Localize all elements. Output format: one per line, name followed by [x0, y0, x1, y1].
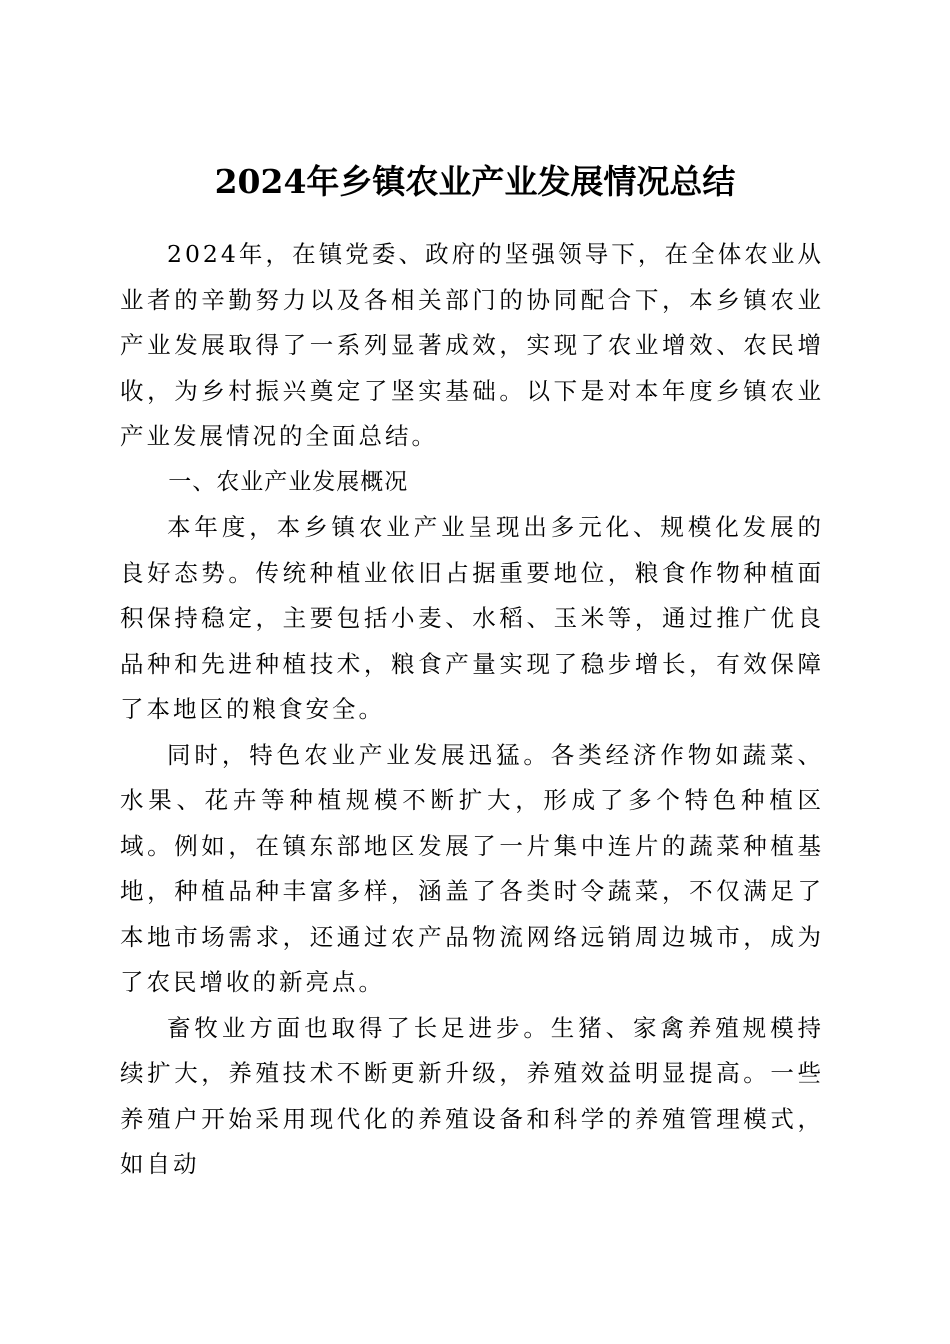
paragraph-specialty-agriculture: 同时，特色农业产业发展迅猛。各类经济作物如蔬菜、水果、花卉等种植规模不断扩大，形成了多个特色种植区域。例如，在镇东部地区发展了一片集中连片的蔬菜种植基地，种植品种丰富多样，涵盖了各类时令蔬菜，不仅满足了本地市场需求，还通过农产品物流网络远销周边城市，成为了农民增收的新亮点。 [120, 740, 824, 996]
paragraph-overview: 本年度，本乡镇农业产业呈现出多元化、规模化发展的良好态势。传统种植业依旧占据重要地位，粮食作物种植面积保持稳定，主要包括小麦、水稻、玉米等，通过推广优良品种和先进种植技术，粮食产量实现了稳步增长，有效保障了本地区的粮食安全。 [120, 513, 824, 723]
section-heading: 一、农业产业发展概况 [168, 468, 409, 495]
paragraph-livestock: 畜牧业方面也取得了长足进步。生猪、家禽养殖规模持续扩大，养殖技术不断更新升级，养殖效益明显提高。一些养殖户开始采用现代化的养殖设备和科学的养殖管理模式，如自动 [120, 1013, 824, 1178]
intro-paragraph: 2024年，在镇党委、政府的坚强领导下，在全体农业从业者的辛勤努力以及各相关部门的协同配合下，本乡镇农业产业发展取得了一系列显著成效，实现了农业增效、农民增收，为乡村振兴奠定了坚实基础。以下是对本年度乡镇农业产业发展情况的全面总结。 [120, 240, 824, 450]
document-title: 2024年乡镇农业产业发展情况总结 [214, 162, 736, 202]
document-body [120, 232, 824, 1188]
